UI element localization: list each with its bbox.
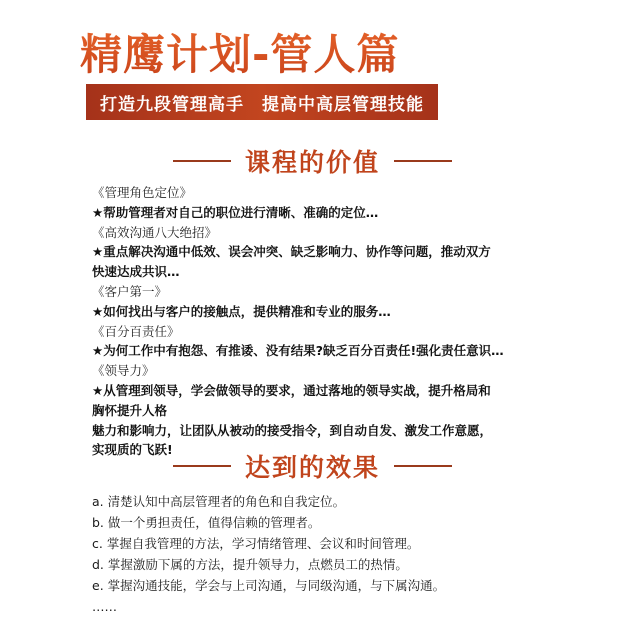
effect-item: e. 掌握沟通技能，学会与上司沟通，与同级沟通，与下属沟通。 (92, 578, 446, 593)
value-line: 《高效沟通八大绝招》 (92, 224, 218, 240)
course-value-list (92, 183, 562, 460)
value-line: 《百分百责任》 (92, 323, 180, 339)
value-line: 快速达成共识… (92, 264, 180, 280)
value-line: 《管理角色定位》 (92, 185, 193, 200)
effect-item: …… (92, 599, 117, 614)
value-line: 《客户第一》 (92, 283, 168, 299)
value-line: 《领导力》 (92, 363, 155, 379)
value-line: 实现质的飞跃! (92, 442, 173, 458)
value-section-title: 课程的价值 (244, 148, 380, 177)
effect-item: b. 做一个勇担责任，值得信赖的管理者。 (92, 515, 321, 530)
page-title: 精鹰计划-管人篇 (80, 22, 399, 82)
effect-item: a. 清楚认知中高层管理者的角色和自我定位。 (92, 494, 346, 509)
divider-right (394, 160, 452, 162)
effect-item: d. 掌握激励下属的方法，提升领导力，点燃员工的热情。 (92, 557, 408, 572)
value-line: ★重点解决沟通中低效、误会冲突、缺乏影响力、协作等问题，推动双方 (92, 244, 491, 260)
divider-right (394, 465, 452, 467)
effect-item: c. 掌握自我管理的方法，学习情绪管理、会议和时间管理。 (92, 536, 420, 551)
divider-left (173, 160, 231, 162)
value-line: 胸怀提升人格 (92, 402, 168, 418)
value-line: ★帮助管理者对自己的职位进行清晰、准确的定位… (92, 204, 379, 220)
value-line: ★从管理到领导，学会做领导的要求，通过落地的领导实战，提升格局和 (92, 382, 491, 398)
divider-left (173, 465, 231, 467)
value-line: 魅力和影响力，让团队从被动的接受指令，到自动自发、激发工作意愿， (92, 422, 493, 438)
subtitle-banner: 打造九段管理高手 提高中高层管理技能 (86, 84, 438, 120)
value-section-header (0, 144, 625, 178)
effect-section-title: 达到的效果 (244, 453, 380, 482)
effects-list (92, 491, 562, 617)
effect-section-header (0, 449, 625, 483)
value-line: ★如何找出与客户的接触点，提供精准和专业的服务… (92, 303, 391, 319)
value-line: ★为何工作中有抱怨、有推诿、没有结果?缺乏百分百责任!强化责任意识… (92, 343, 504, 359)
